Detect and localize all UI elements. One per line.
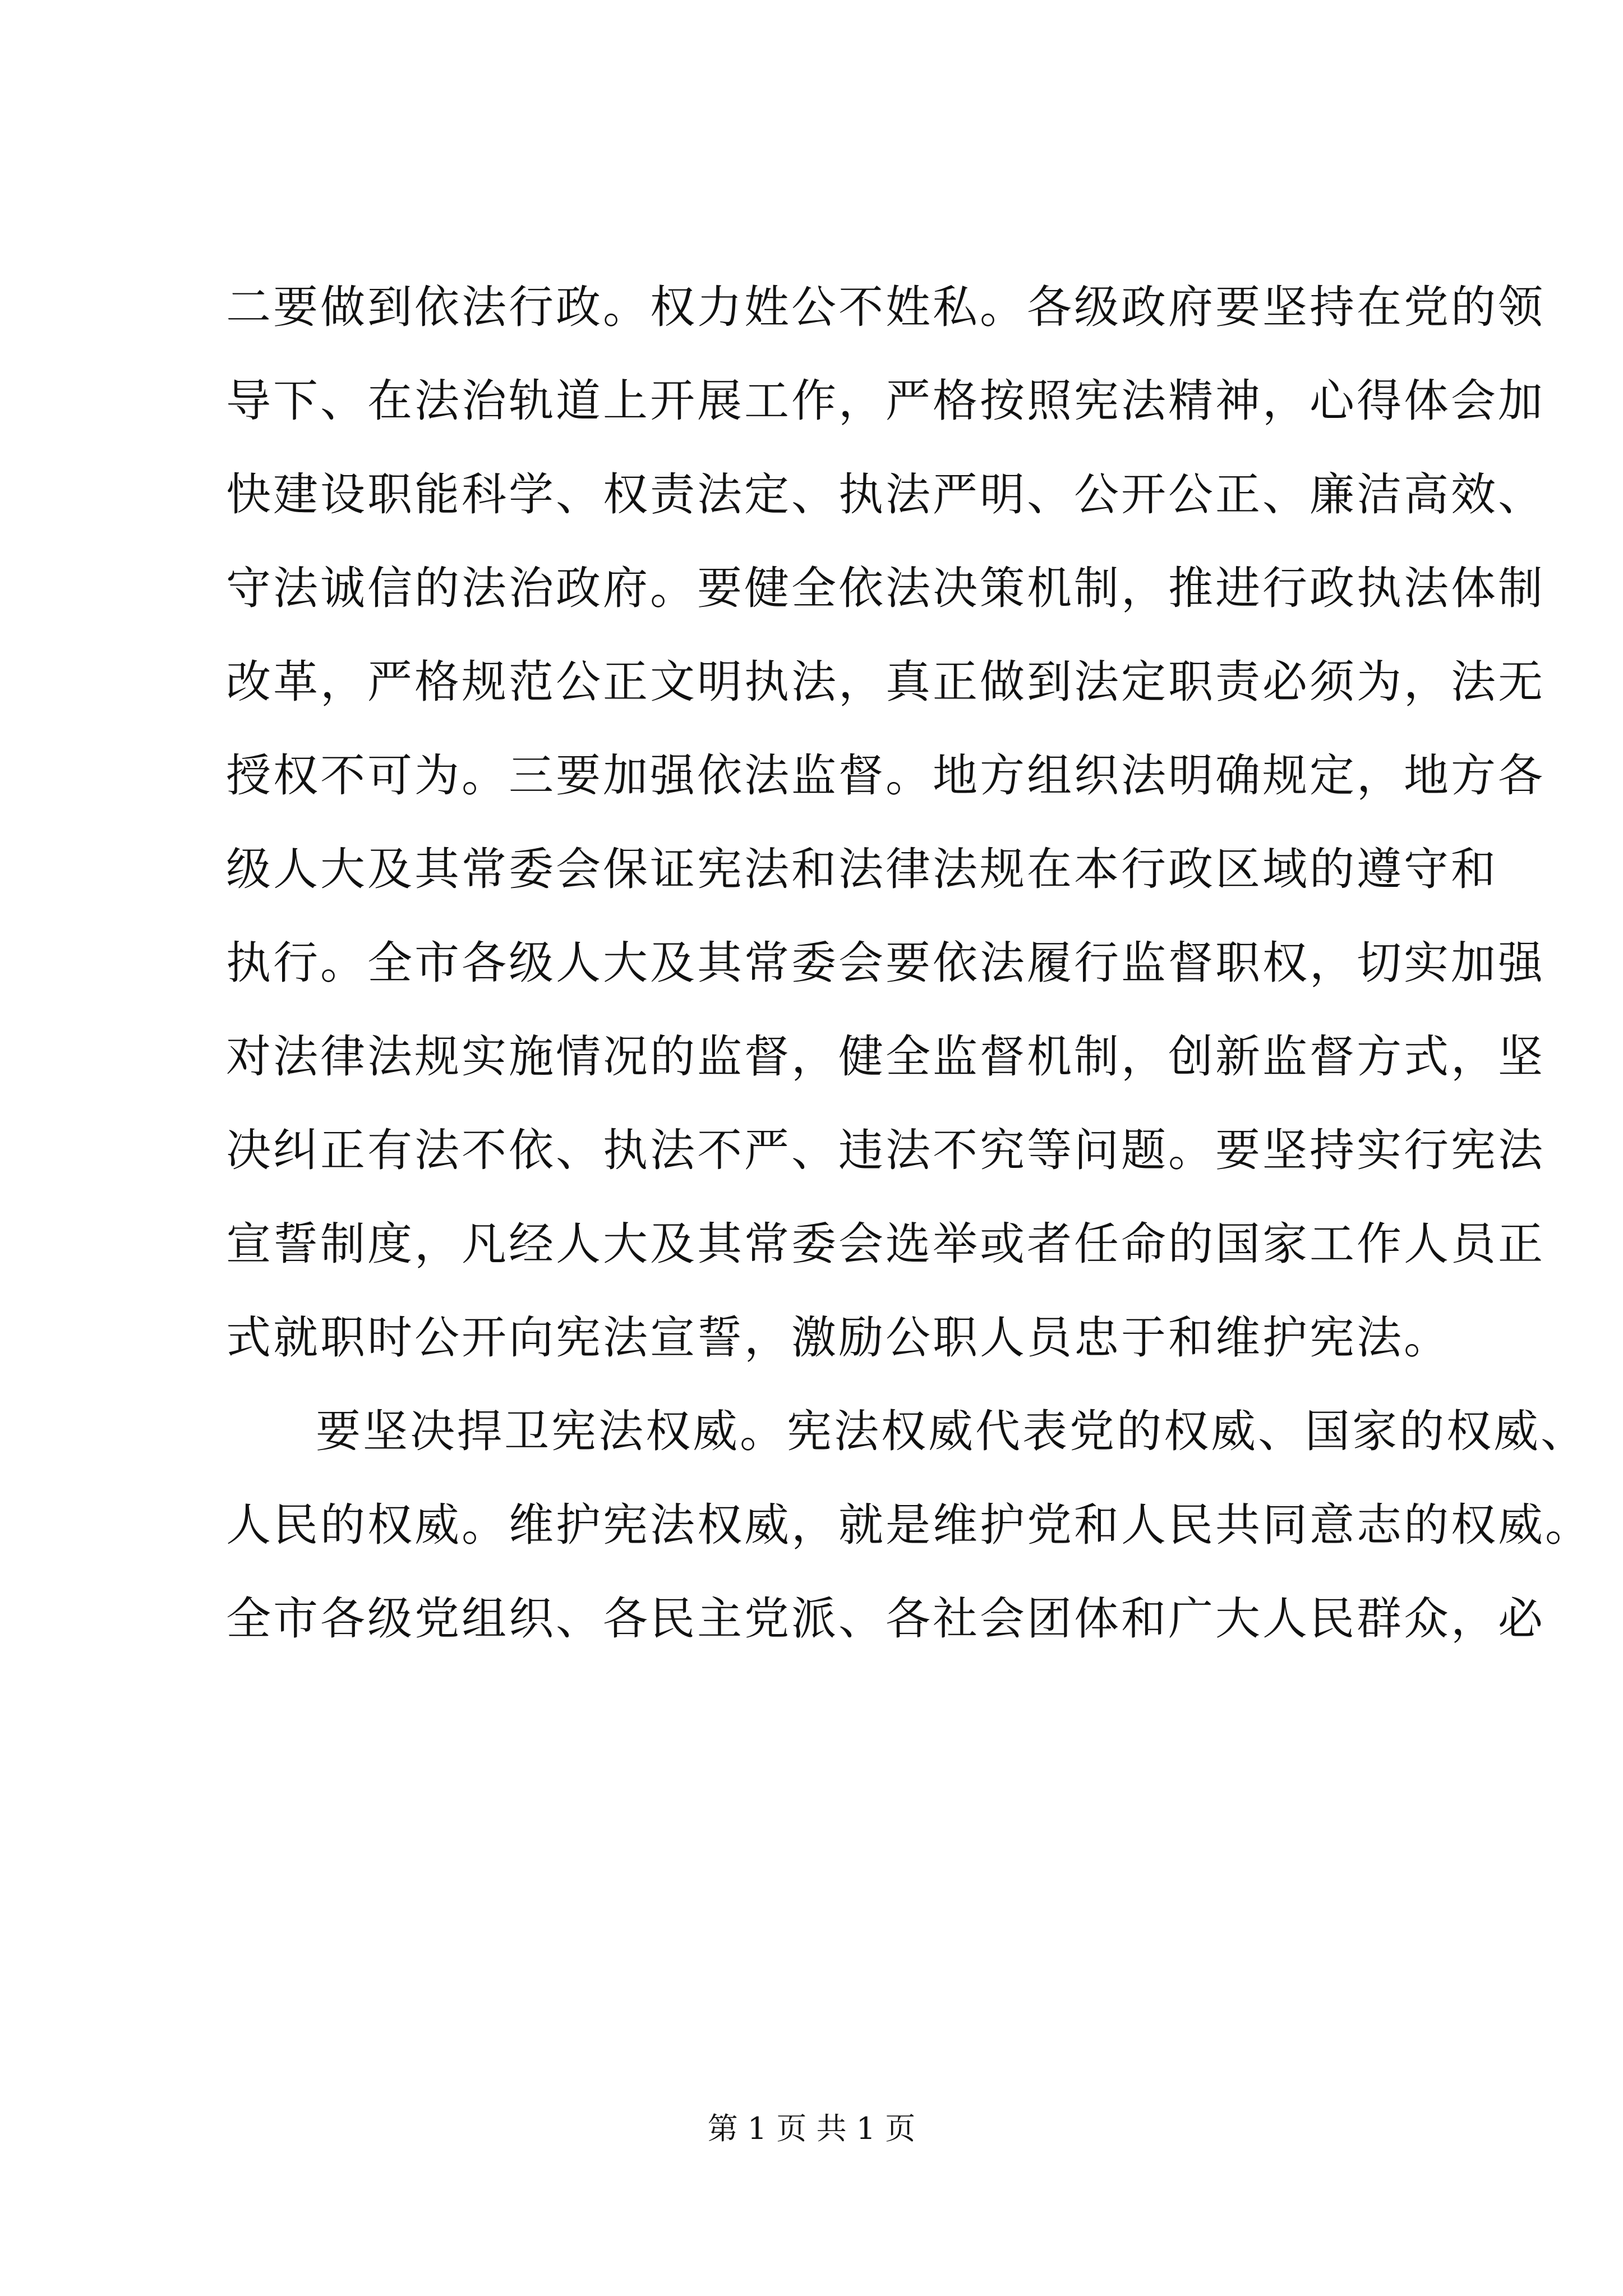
text-line: 宣誓制度，凡经人大及其常委会选举或者任命的国家工作人员正 xyxy=(226,1218,1545,1270)
text-line: 人民的权威。维护宪法权威，就是维护党和人民共同意志的权威。 xyxy=(226,1499,1592,1551)
text-line: 导下、在法治轨道上开展工作，严格按照宪法精神，心得体会加 xyxy=(226,375,1545,427)
text-line: 对法律法规实施情况的监督，健全监督机制，创新监督方式，坚 xyxy=(226,1030,1545,1083)
text-line: 级人大及其常委会保证宪法和法律法规在本行政区域的遵守和 xyxy=(226,843,1498,895)
paragraph-start-line: 要坚决捍卫宪法权威。宪法权威代表党的权威、国家的权威、 xyxy=(316,1405,1588,1457)
text-line: 改革，严格规范公正文明执法，真正做到法定职责必须为，法无 xyxy=(226,656,1545,708)
text-line: 决纠正有法不依、执法不严、违法不究等问题。要坚持实行宪法 xyxy=(226,1124,1545,1176)
text-line: 执行。全市各级人大及其常委会要依法履行监督职权，切实加强 xyxy=(226,937,1545,989)
text-line: 二要做到依法行政。权力姓公不姓私。各级政府要坚持在党的领 xyxy=(226,281,1545,333)
text-line: 快建设职能科学、权责法定、执法严明、公开公正、廉洁高效、 xyxy=(226,468,1545,521)
text-line: 全市各级党组织、各民主党派、各社会团体和广大人民群众，必 xyxy=(226,1593,1545,1645)
text-line: 守法诚信的法治政府。要健全依法决策机制，推进行政执法体制 xyxy=(226,562,1545,614)
document-body xyxy=(226,260,1592,1665)
page-number-footer: 第 1 页 共 1 页 xyxy=(707,2111,916,2146)
text-line: 授权不可为。三要加强依法监督。地方组织法明确规定，地方各 xyxy=(226,749,1545,802)
text-line: 式就职时公开向宪法宣誓，激励公职人员忠于和维护宪法。 xyxy=(226,1312,1451,1364)
